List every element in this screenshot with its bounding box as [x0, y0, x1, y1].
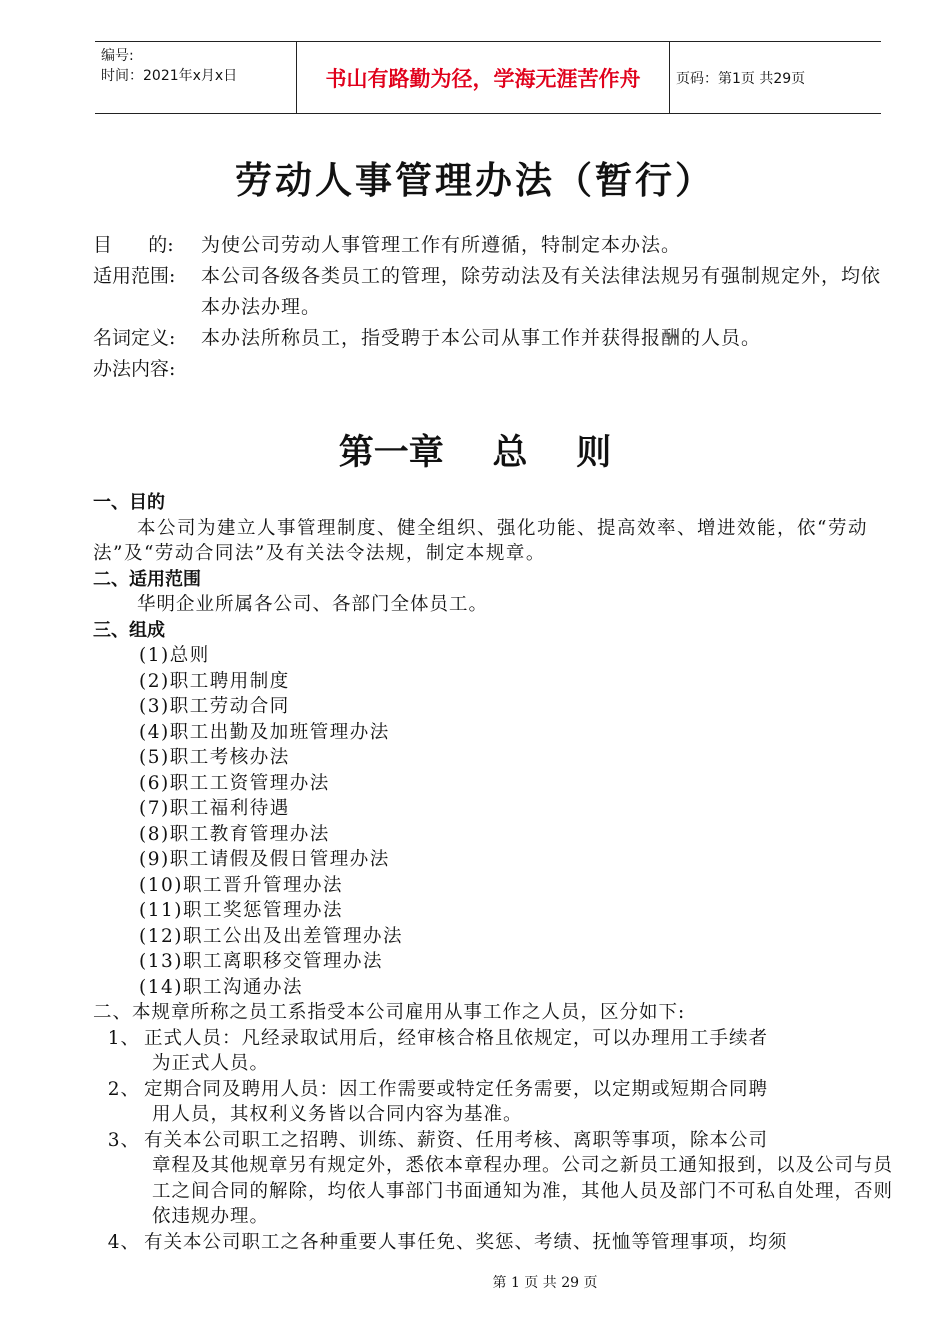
item-number: 1、 [107, 1027, 140, 1049]
numbered-item [93, 1128, 893, 1230]
section-heading-purpose: 一、目的 [93, 492, 165, 513]
intro-row-purpose [93, 230, 893, 261]
intro-label: 适用范围: [93, 265, 176, 287]
list-item: (8)职工教育管理办法 [139, 823, 330, 845]
list-item: (12)职工公出及出差管理办法 [139, 925, 403, 947]
numbered-item [93, 1077, 893, 1128]
intro-text: 为使公司劳动人事管理工作有所遵循，特制定本办法。 [201, 234, 682, 256]
item-text [144, 1077, 893, 1128]
list-item: (4)职工出勤及加班管理办法 [139, 721, 390, 743]
header-motto: 书山有路勤为径，学海无涯苦作舟 [296, 42, 670, 113]
list-item: (11)职工奖惩管理办法 [139, 900, 343, 921]
item-first-line: 定期合同及聘用人员：因工作需要或特定任务需要，以定期或短期合同聘 [144, 1078, 769, 1100]
item-number: 3、 [107, 1129, 140, 1151]
intro-text: 本办法所称员工，指受聘于本公司从事工作并获得报酬的人员。 [201, 327, 762, 349]
document-header [95, 41, 881, 114]
section-heading-composition: 三、组成 [93, 619, 165, 641]
item-continuation: 用人员，其权利义务皆以合同内容为基准。 [152, 1104, 523, 1125]
numbered-item [93, 1026, 893, 1077]
employee-category-list [93, 1026, 893, 1256]
composition-list [93, 643, 893, 1000]
list-item: (10)职工晋升管理办法 [139, 874, 343, 896]
intro-block [93, 230, 893, 385]
list-item: (7)职工福利待遇 [139, 798, 290, 819]
intro-row-scope [93, 261, 893, 323]
header-page-label: 页码：第1页 共29页 [676, 70, 806, 87]
numbered-item [93, 1230, 893, 1256]
section-paragraph: 本公司为建立人事管理制度、健全组织、强化功能、提高效率、增进效能，依“劳动法”及“劳动合同法”及有关法令法规，制定本规章。 [93, 517, 868, 564]
item-text [144, 1026, 893, 1077]
item-number: 4、 [107, 1231, 140, 1253]
header-number-label: 编号: [101, 48, 134, 64]
item-first-line: 有关本公司职工之招聘、训练、薪资、任用考核、离职等事项，除本公司 [144, 1129, 769, 1151]
intro-text: 本公司各级各类员工的管理，除劳动法及有关法律法规另有强制规定外，均依本办法办理。 [201, 265, 882, 318]
list-item: (13)职工离职移交管理办法 [139, 951, 383, 972]
list-item: (1)总则 [139, 645, 210, 666]
intro-label: 目 的: [93, 234, 174, 256]
intro-label: 办法内容: [93, 358, 176, 380]
list-item: (6)职工工资管理办法 [139, 772, 330, 794]
list-item: (14)职工沟通办法 [139, 976, 303, 998]
chapter-body [93, 490, 893, 1255]
section-heading-scope: 二、适用范围 [93, 568, 201, 590]
list-item: (9)职工请假及假日管理办法 [139, 849, 390, 870]
list-item: (5)职工考核办法 [139, 747, 290, 768]
list-item: (2)职工聘用制度 [139, 670, 290, 692]
intro-row-definition [93, 323, 893, 354]
chapter-title: 第一章 总 则 [338, 433, 612, 473]
intro-row-content [93, 354, 893, 385]
item-number: 2、 [107, 1078, 140, 1100]
section-paragraph: 华明企业所属各公司、各部门全体员工。 [137, 594, 489, 615]
intro-text [201, 354, 893, 385]
item-continuation: 章程及其他规章另有规定外，悉依本章程办理。公司之新员工通知报到，以及公司与员工之间合同的解除，均依人事部门书面通知为准，其他人员及部门不可私自处理，否则依违规办理。 [152, 1155, 894, 1227]
item-first-line: 正式人员：凡经录取试用后，经审核合格且依规定，可以办理用工手续者 [144, 1027, 769, 1049]
intro-label: 名词定义: [93, 327, 176, 349]
page-footer: 第 1 页 共 29 页 [492, 1275, 598, 1291]
document-title: 劳动人事管理办法（暂行） [235, 159, 715, 202]
item-text [144, 1128, 893, 1230]
header-time-label: 时间：2021年x月x日 [101, 68, 238, 84]
list-item: (3)职工劳动合同 [139, 696, 290, 717]
header-meta [101, 46, 291, 86]
item-first-line: 有关本公司职工之各种重要人事任免、奖惩、考绩、抚恤等管理事项，均须 [144, 1231, 788, 1253]
item-text [144, 1230, 893, 1256]
section-employee-definition: 二、本规章所称之员工系指受本公司雇用从事工作之人员，区分如下: [93, 1002, 686, 1023]
item-continuation: 为正式人员。 [152, 1053, 270, 1074]
